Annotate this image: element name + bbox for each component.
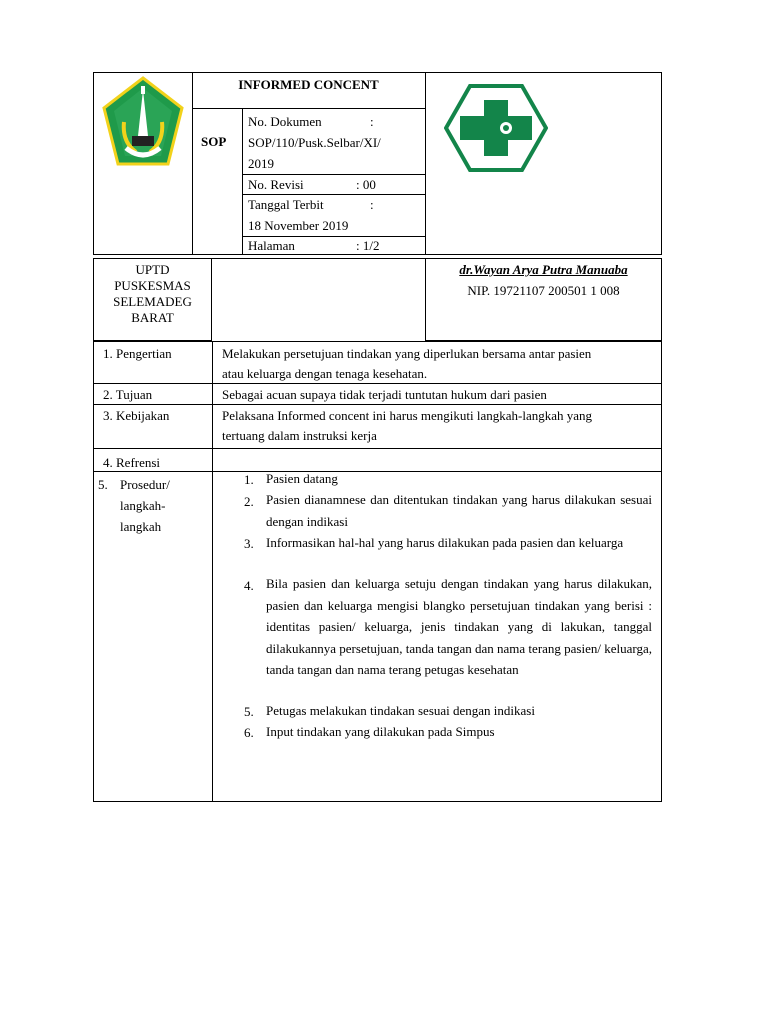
step-text: Pasien datang (266, 471, 338, 486)
step-text: Informasikan hal-hal yang harus dilakukan pada pasien dan keluarga (266, 535, 624, 550)
prosedur-label-line3: langkah (120, 519, 162, 534)
prosedur-label-num: 5. (98, 477, 108, 492)
health-cross-logo (444, 84, 548, 172)
step-number: 5. (244, 704, 254, 719)
step-number: 4. (244, 578, 254, 593)
org-line4: BARAT (131, 310, 174, 325)
dokumen-value-line1: SOP/110/Pusk.Selbar/XI/ (248, 135, 381, 150)
org-line1: UPTD (135, 262, 170, 277)
document-title: INFORMED CONCENT (238, 77, 379, 92)
revisi-label: No. Revisi (248, 177, 304, 192)
dokumen-colon: : (370, 114, 374, 129)
step-number: 3. (244, 536, 254, 551)
tujuan-text: Sebagai acuan supaya tidak terjadi tuntutan hukum dari pasien (222, 387, 547, 402)
halaman-label: Halaman (248, 238, 295, 253)
prosedur-label-line2: langkah- (120, 498, 166, 513)
step-text: Pasien dianamnese dan ditentukan tindakan yang harus dilakukan sesuai dengan indikasi (266, 492, 652, 529)
terbit-colon: : (370, 197, 374, 212)
revisi-value: : 00 (356, 177, 376, 192)
pengertian-text-line2: atau keluarga dengan tenaga kesehatan. (222, 366, 428, 381)
tujuan-label: 2. Tujuan (103, 387, 153, 402)
sop-label: SOP (201, 134, 227, 149)
referensi-label: 4. Refrensi (103, 455, 161, 470)
pengertian-text-line1: Melakukan persetujuan tindakan yang diperlukan bersama antar pasien (222, 346, 592, 361)
step-number: 6. (244, 725, 254, 740)
kebijakan-label: 3. Kebijakan (103, 408, 170, 423)
halaman-value: : 1/2 (356, 238, 380, 253)
regional-emblem-logo (102, 76, 184, 168)
step-text: Petugas melakukan tindakan sesuai dengan indikasi (266, 703, 535, 718)
signer-name: dr.Wayan Arya Putra Manuaba (459, 262, 628, 277)
dokumen-value-line2: 2019 (248, 156, 274, 171)
terbit-label: Tanggal Terbit (248, 197, 324, 212)
terbit-value: 18 November 2019 (248, 218, 349, 233)
pengertian-label: 1. Pengertian (103, 346, 172, 361)
step-number: 1. (244, 472, 254, 487)
step-number: 2. (244, 494, 254, 509)
signer-nip: NIP. 19721107 200501 1 008 (467, 283, 620, 298)
dokumen-label: No. Dokumen (248, 114, 322, 129)
prosedur-label-line1: Prosedur/ (120, 477, 170, 492)
org-line2: PUSKESMAS (114, 278, 191, 293)
org-line3: SELEMADEG (113, 294, 192, 309)
kebijakan-text-line2: tertuang dalam instruksi kerja (222, 428, 377, 443)
step-text: Input tindakan yang dilakukan pada Simpus (266, 724, 495, 739)
kebijakan-text-line1: Pelaksana Informed concent ini harus mengikuti langkah-langkah yang (222, 408, 593, 423)
step-text: Bila pasien dan keluarga setuju dengan tindakan yang harus dilakukan, pasien dan keluarga mengisi blangko persetujuan tindakan yang berisi : identitas pasien/ keluarga, jenis tindakan yang di lakukan, tanggal dilakukannya persetujuan, tanda tangan dan nama terang pasien/ keluarga, tanda tangan dan nama terang petugas kesehatan (266, 576, 653, 677)
